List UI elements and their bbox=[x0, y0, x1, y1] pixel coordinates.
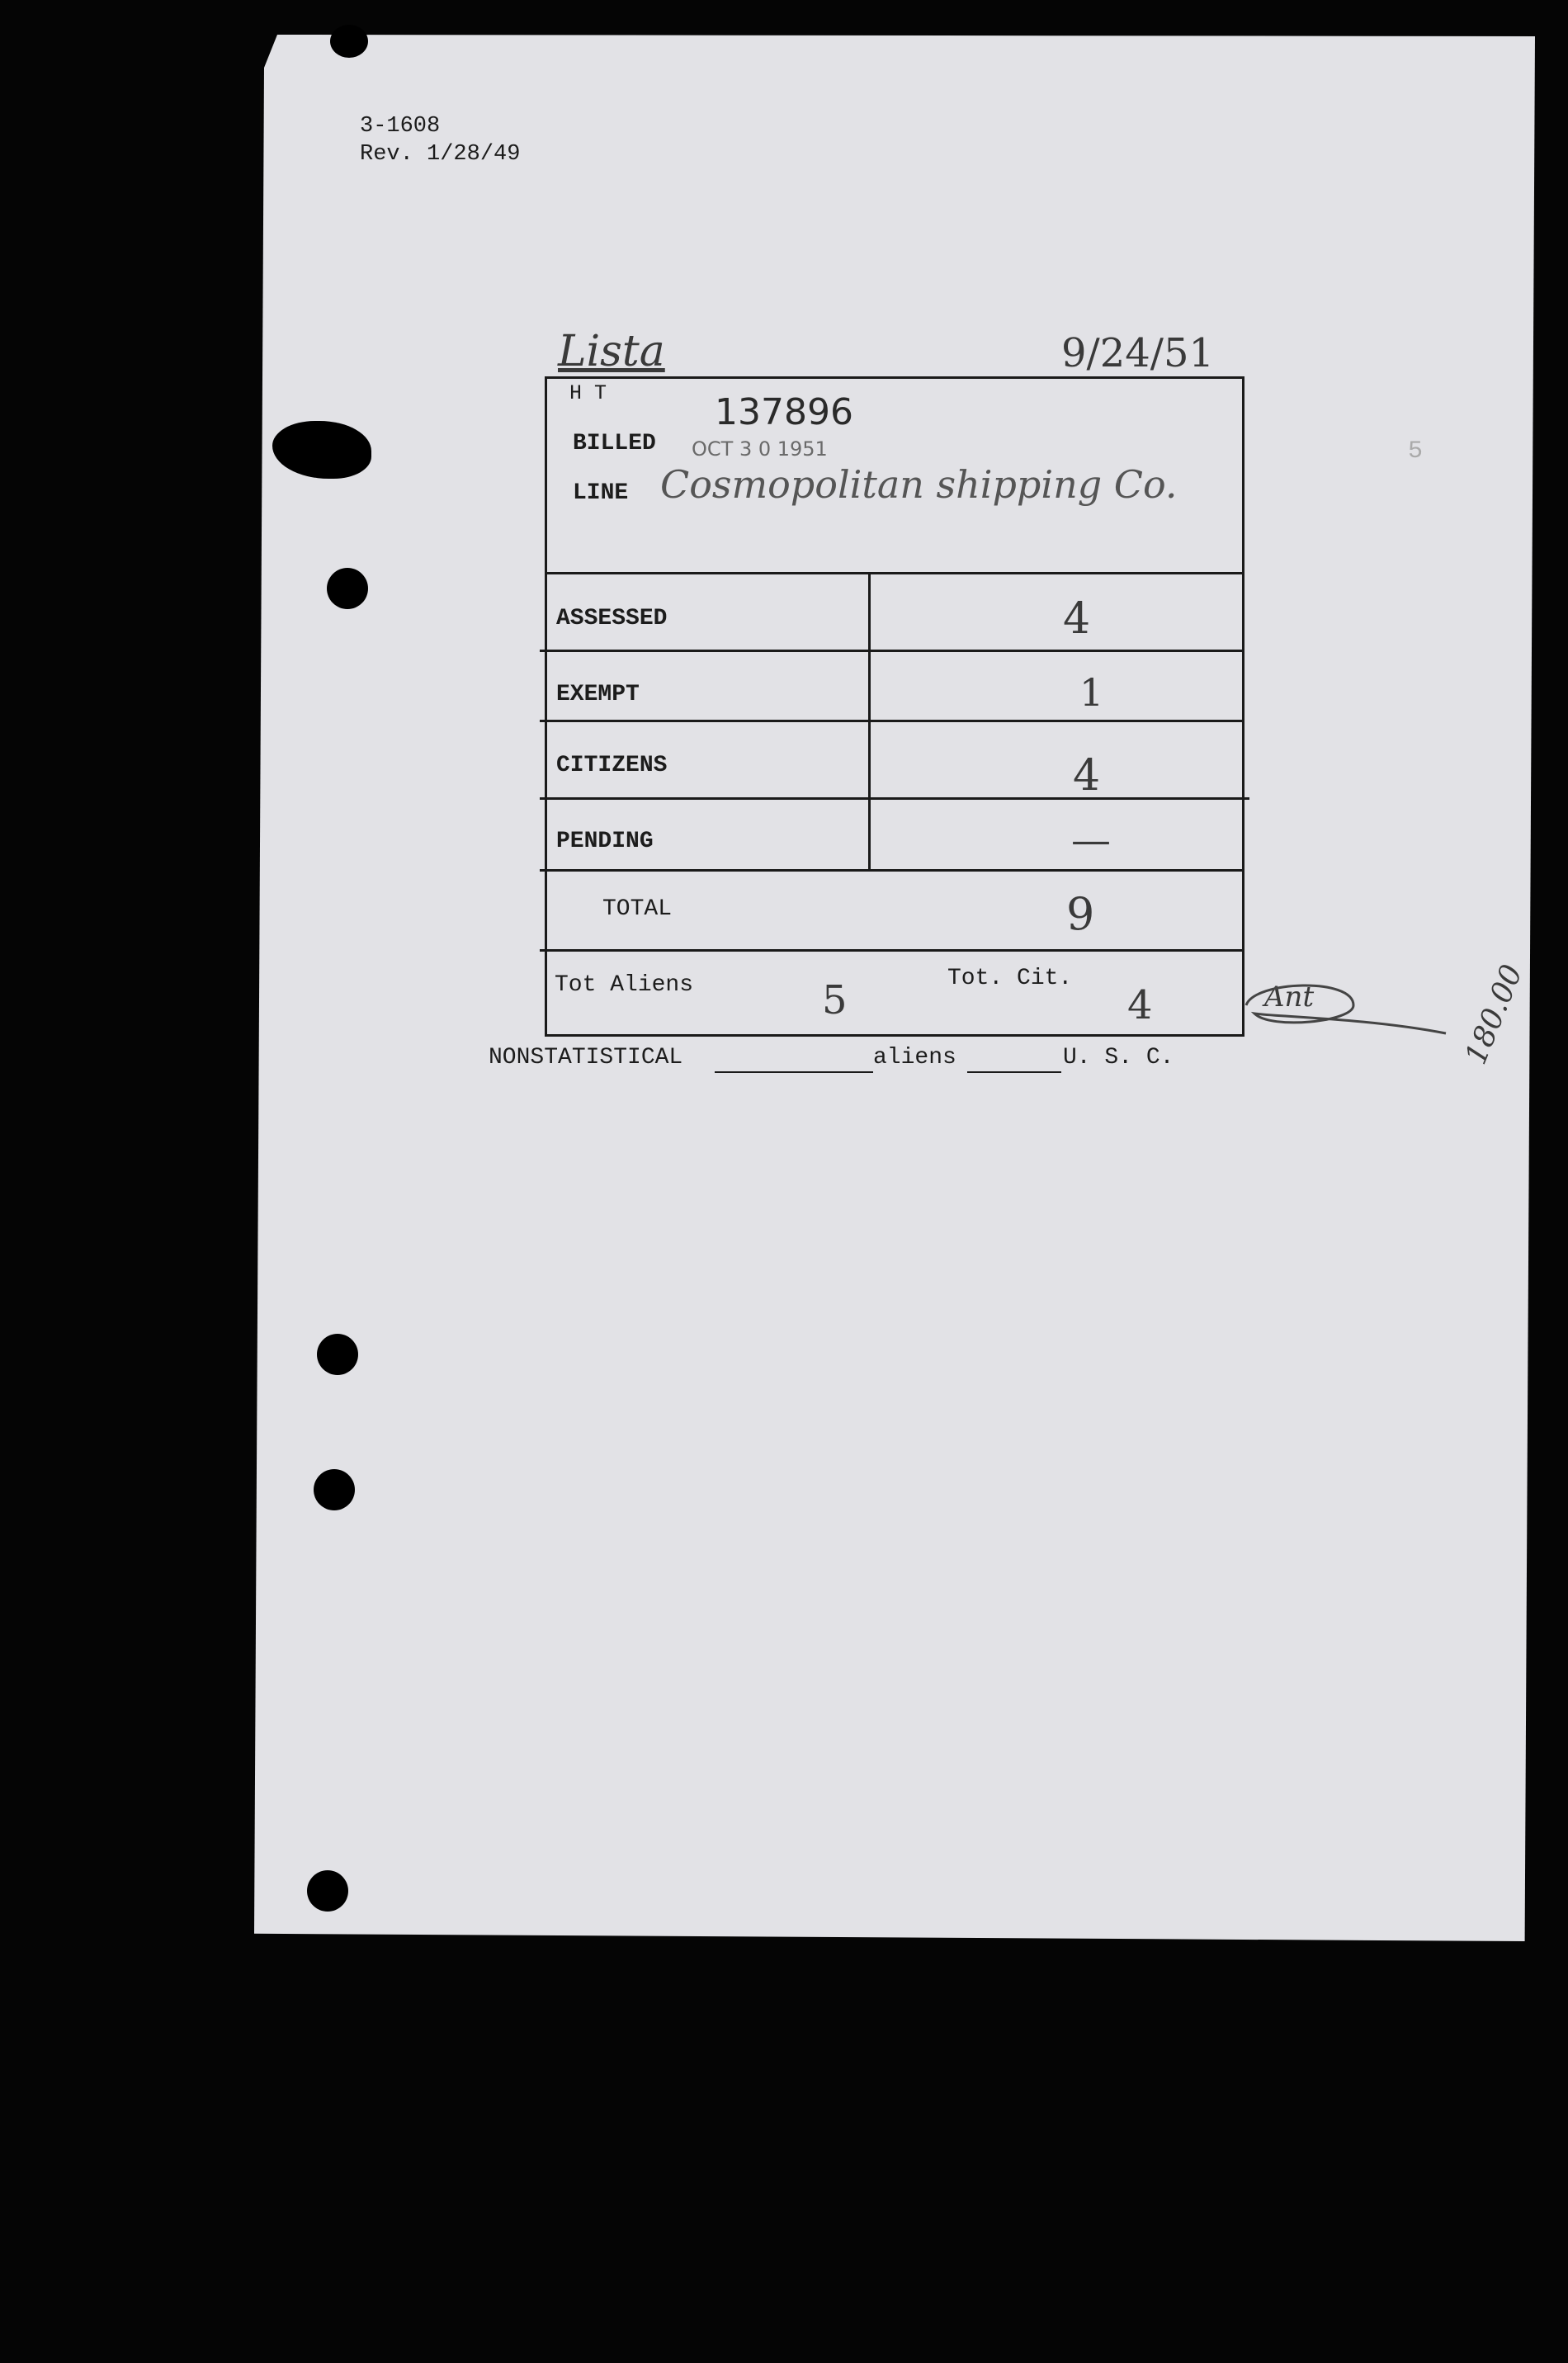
pending-label: PENDING bbox=[556, 829, 654, 854]
form-number: 3-1608 bbox=[360, 114, 441, 139]
citizens-label: CITIZENS bbox=[556, 753, 668, 778]
assessed-value: 4 bbox=[1063, 594, 1091, 644]
tot-aliens-value: 5 bbox=[822, 977, 848, 1023]
side-mark: 5 bbox=[1408, 437, 1424, 466]
rule bbox=[540, 797, 1249, 800]
column-divider bbox=[868, 572, 871, 869]
assessed-label: ASSESSED bbox=[556, 606, 668, 631]
citizens-value: 4 bbox=[1073, 751, 1101, 801]
total-value: 9 bbox=[1066, 888, 1095, 940]
rule bbox=[540, 949, 1244, 952]
binder-hole bbox=[307, 1870, 348, 1912]
nonstatistical-blank bbox=[715, 1071, 873, 1073]
handwritten-name: Lista bbox=[558, 327, 665, 376]
nonstatistical-label: NONSTATISTICAL bbox=[489, 1045, 683, 1070]
pending-value: — bbox=[1071, 817, 1111, 863]
inspector-initials: Ant bbox=[1264, 981, 1315, 1014]
binder-hole bbox=[330, 25, 368, 58]
exempt-value: 1 bbox=[1079, 670, 1104, 715]
ht-number: 137896 bbox=[715, 391, 853, 433]
line-label: LINE bbox=[573, 480, 629, 506]
ht-label: H T bbox=[569, 381, 607, 405]
handwritten-date: 9/24/51 bbox=[1061, 330, 1215, 376]
tot-aliens-label: Tot Aliens bbox=[555, 972, 694, 998]
binder-hole bbox=[314, 1469, 355, 1510]
rule bbox=[540, 869, 1244, 872]
aliens-label: aliens bbox=[873, 1045, 956, 1070]
aliens-blank bbox=[967, 1071, 1061, 1073]
margin-note: 180.00 bbox=[1459, 960, 1530, 1070]
binder-hole bbox=[327, 568, 368, 609]
initials-flourish bbox=[1205, 972, 1452, 1038]
rule bbox=[540, 650, 1244, 652]
rule bbox=[540, 720, 1244, 722]
billed-date-stamp: OCT 3 0 1951 bbox=[692, 437, 828, 461]
tot-cit-label: Tot. Cit. bbox=[947, 966, 1073, 991]
line-value: Cosmopolitan shipping Co. bbox=[660, 462, 1178, 507]
binder-hole bbox=[317, 1334, 358, 1375]
exempt-label: EXEMPT bbox=[556, 682, 640, 707]
usc-label: U. S. C. bbox=[1063, 1045, 1174, 1070]
rule bbox=[545, 572, 1244, 574]
billed-label: BILLED bbox=[573, 431, 656, 456]
form-revision: Rev. 1/28/49 bbox=[360, 142, 521, 167]
total-label: TOTAL bbox=[602, 896, 673, 922]
tot-cit-value: 4 bbox=[1127, 982, 1153, 1028]
